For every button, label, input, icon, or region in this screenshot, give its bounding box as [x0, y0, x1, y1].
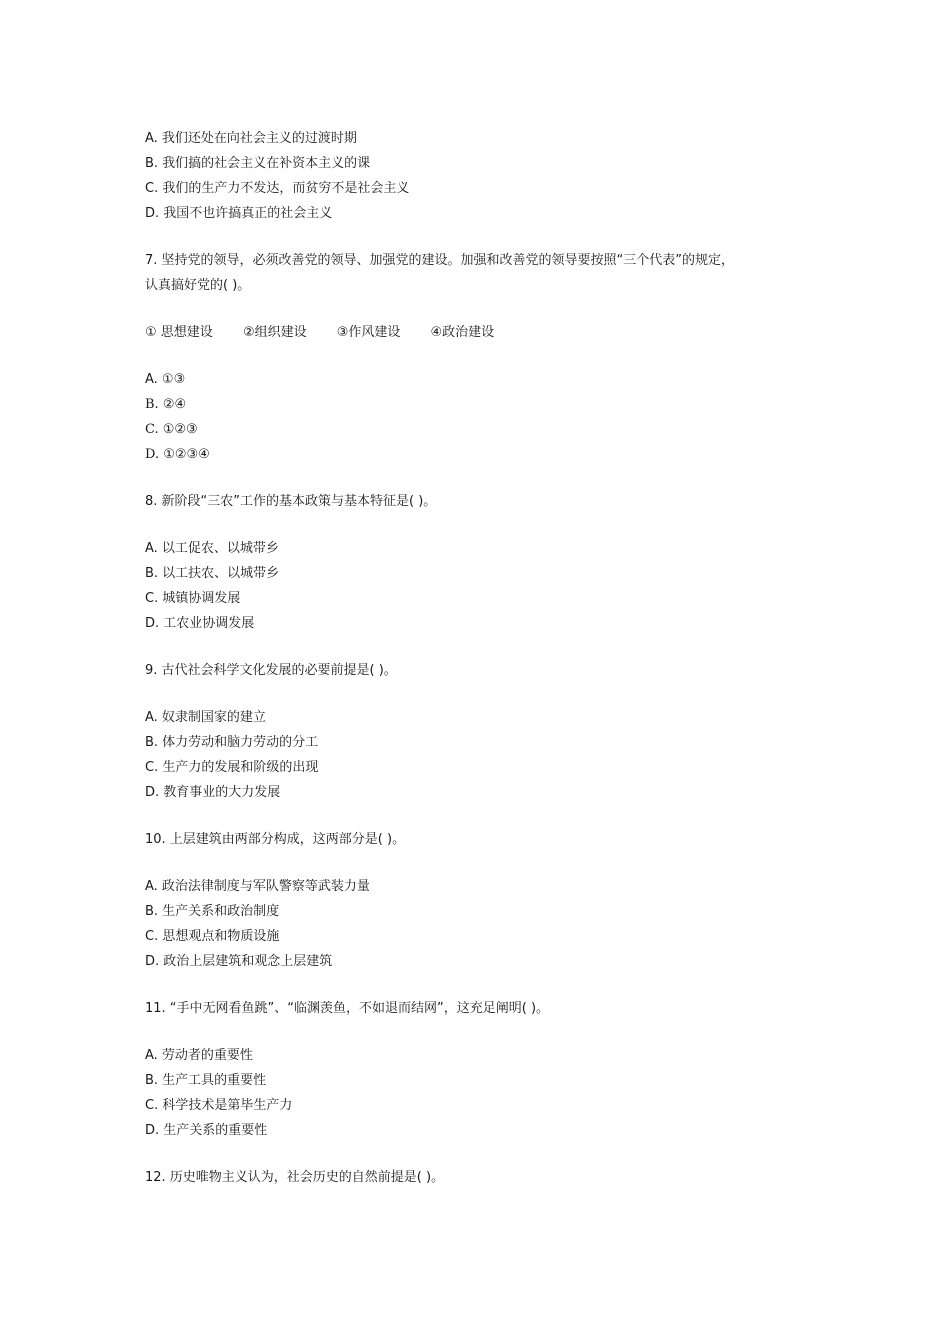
question-10-stem: 10. 上层建筑由两部分构成，这两部分是( )。 [145, 832, 406, 847]
question-7 [145, 248, 825, 467]
question-7-items [145, 320, 825, 345]
option-a: A. 奴隶制国家的建立 [145, 710, 266, 725]
option-b: B. 生产关系和政治制度 [145, 904, 280, 919]
question-8-stem: 8. 新阶段“三农”工作的基本政策与基本特征是( )。 [145, 494, 437, 509]
option-d: D. 政治上层建筑和观念上层建筑 [145, 954, 333, 969]
option-c: C. 科学技术是第毕生产力 [145, 1098, 293, 1113]
option-a: A. 劳动者的重要性 [145, 1048, 253, 1063]
item-2: ②组织建设 [242, 325, 307, 340]
option-d: D. 生产关系的重要性 [145, 1123, 268, 1138]
item-3: ③作风建设 [336, 325, 401, 340]
option-b: B. 以工扶农、以城带乡 [145, 566, 280, 581]
option-b: B. 生产工具的重要性 [145, 1073, 267, 1088]
option-d: D. 工农业协调发展 [145, 616, 255, 631]
option-c: C. ①②③ [145, 422, 198, 437]
question-7-stem-line1: 7. 坚持党的领导，必须改善党的领导、加强党的建设。加强和改善党的领导要按照“三个代表”的规定， [145, 253, 735, 268]
option-c: C. 思想观点和物质设施 [145, 929, 280, 944]
question-12-stem: 12. 历史唯物主义认为，社会历史的自然前提是( )。 [145, 1170, 445, 1185]
option-b: B. 体力劳动和脑力劳动的分工 [145, 735, 319, 750]
option-a: A. 我们还处在向社会主义的过渡时期 [145, 131, 357, 146]
option-b: B. ②④ [145, 397, 187, 412]
question-9-stem: 9. 古代社会科学文化发展的必要前提是( )。 [145, 663, 397, 678]
document-page [145, 126, 825, 1190]
q6-options [145, 126, 825, 226]
option-d: D. ①②③④ [145, 447, 210, 462]
option-a: A. ①③ [145, 372, 186, 387]
option-c: C. 我们的生产力不发达，而贫穷不是社会主义 [145, 181, 410, 196]
option-c: C. 生产力的发展和阶级的出现 [145, 760, 319, 775]
option-b: B. 我们搞的社会主义在补资本主义的课 [145, 156, 371, 171]
option-a: A. 政治法律制度与军队警察等武装力量 [145, 879, 370, 894]
question-11 [145, 996, 825, 1143]
question-10 [145, 827, 825, 974]
option-d: D. 我国不也许搞真正的社会主义 [145, 206, 333, 221]
question-11-stem: 11. “手中无网看鱼跳”、“临渊羡鱼，不如退而结网”，这充足阐明( )。 [145, 1001, 550, 1016]
option-c: C. 城镇协调发展 [145, 591, 241, 606]
question-9 [145, 658, 825, 805]
option-d: D. 教育事业的大力发展 [145, 785, 281, 800]
question-12 [145, 1165, 825, 1190]
item-4: ④政治建设 [430, 325, 495, 340]
item-1: ① 思想建设 [145, 325, 213, 340]
question-8 [145, 489, 825, 636]
option-a: A. 以工促农、以城带乡 [145, 541, 279, 556]
question-7-stem-line2: 认真搞好党的( )。 [145, 278, 251, 293]
